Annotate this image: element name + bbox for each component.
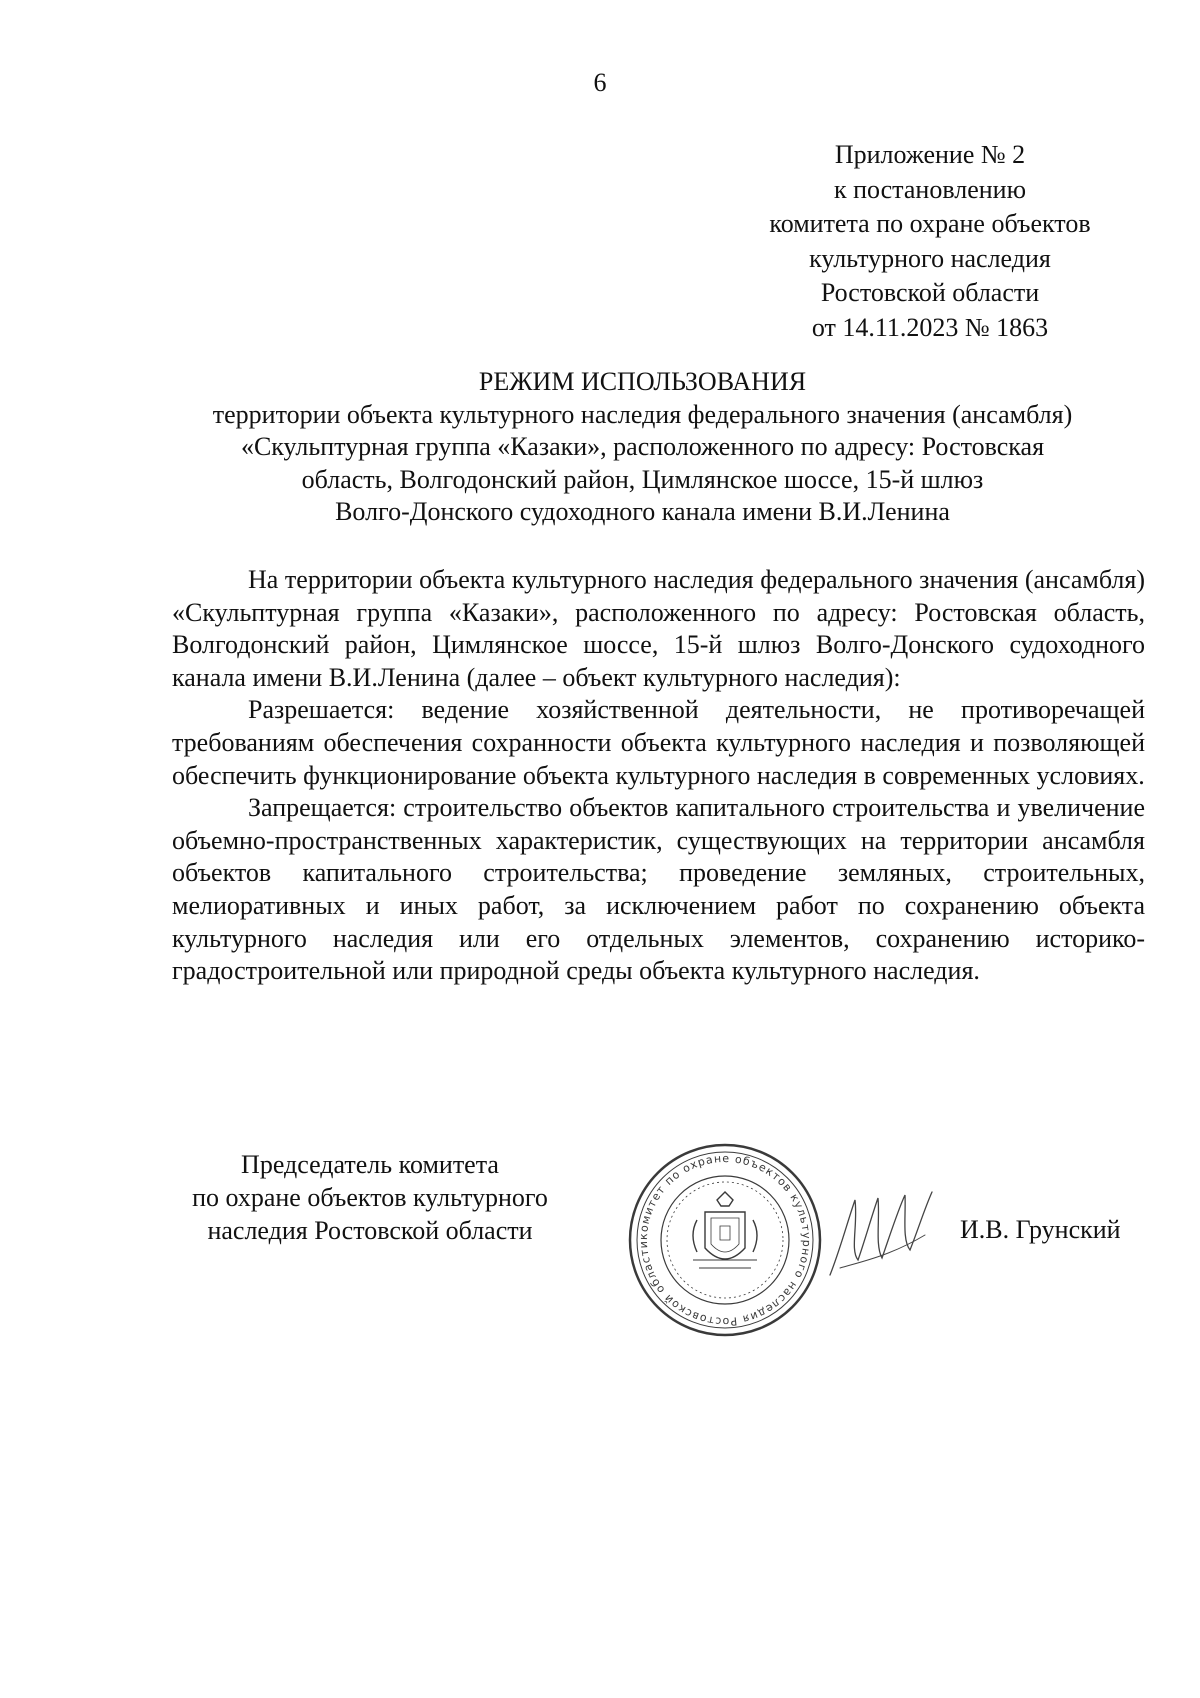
annex-line: к постановлению [833, 174, 1027, 204]
coat-of-arms-icon [693, 1192, 757, 1268]
body-paragraph: На территории объекта культурного наследия федерального значения (ансамбля) «Скульптурная группа «Казаки», расположенного по адресу: Ростовская область, Волгодонский район, Цимлянское шоссе, 15-й шлюз Волго-Донского судоходного канала имени В.И.Ленина (далее – объект культурного наследия): [172, 565, 1145, 692]
title-line: территории объекта культурного наследия федерального значения (ансамбля) [212, 399, 1073, 429]
signatory-position [170, 1148, 570, 1247]
title-heading: РЕЖИМ ИСПОЛЬЗОВАНИЯ [478, 367, 807, 396]
title-line: Волго-Донского судоходного канала имени В.И.Ленина [335, 497, 950, 526]
annex-line: Ростовской области [820, 278, 1040, 307]
annex-line: Приложение № 2 [834, 140, 1026, 169]
body-paragraph: Запрещается: строительство объектов капитального строительства и увеличение объемно-пространственных характеристик, существующих на территории ансамбля объектов капитального строительства; проведение земляных, строительных, мелиоративных и иных работ, за исключением работ по сохранению объекта культурного наследия или его отдельных элементов, сохранению историко-градостроительной или природной среды объекта культурного наследия. [172, 793, 1145, 986]
seal-text: комитет по охране объектов культурного наследия Ростовской области [636, 1151, 814, 1329]
annex-line: культурного наследия [809, 243, 1051, 273]
document-title [150, 366, 1135, 529]
signatory-position-line: по охране объектов культурного [192, 1183, 548, 1212]
official-seal-icon [625, 1140, 825, 1340]
title-line: область, Волгодонский район, Цимлянское шоссе, 15-й шлюз [301, 464, 984, 494]
page-number: 6 [593, 68, 607, 97]
document-body [172, 564, 1145, 988]
annex-line: от 14.11.2023 № 1863 [811, 312, 1049, 342]
title-line: «Скульптурная группа «Казаки», расположенного по адресу: Ростовская [240, 432, 1045, 461]
annex-block [740, 138, 1120, 345]
handwritten-signature-icon [820, 1180, 940, 1290]
body-paragraph: Разрешается: ведение хозяйственной деятельности, не противоречащей требованиям обеспечения сохранности объекта культурного наследия и позволяющей обеспечить функционирование объекта культурного наследия в современных условиях. [172, 695, 1145, 790]
signatory-position-line: наследия Ростовской области [207, 1216, 533, 1245]
signatory-position-line: Председатель комитета [241, 1150, 499, 1179]
signatory-name: И.В. Грунский [960, 1215, 1121, 1244]
annex-line: комитета по охране объектов [769, 209, 1091, 238]
